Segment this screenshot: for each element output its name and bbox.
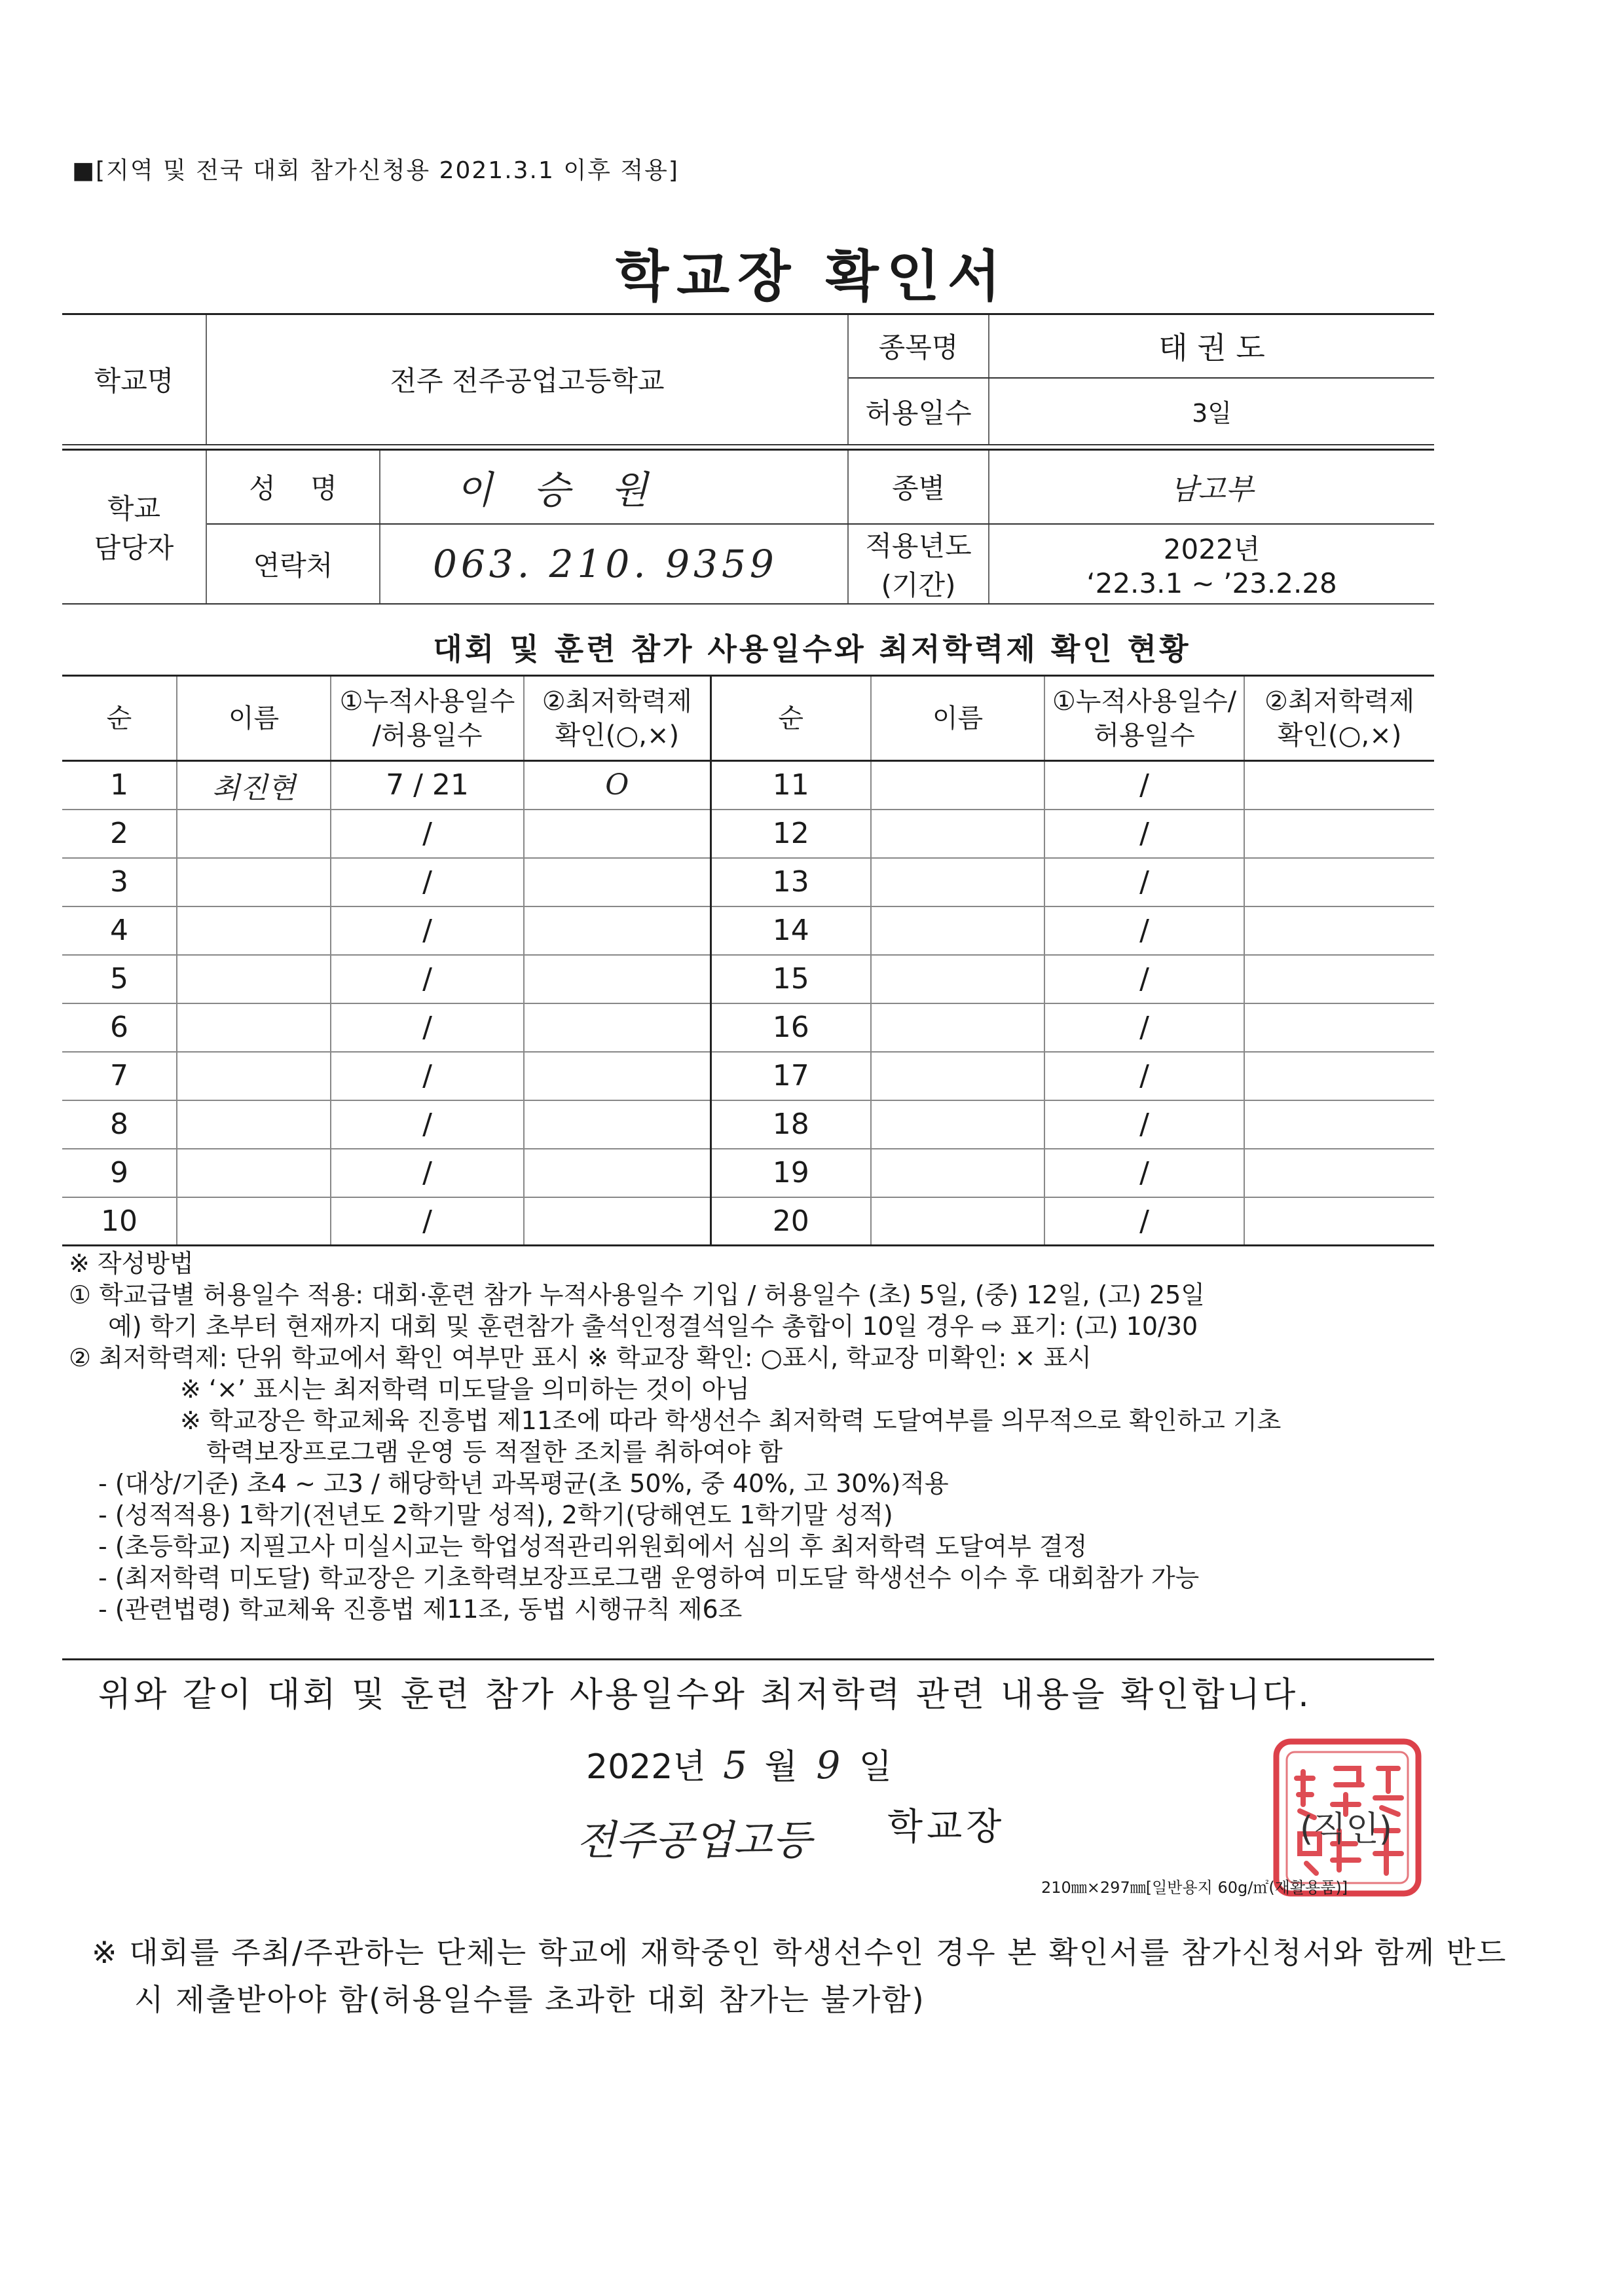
- table-row: [62, 1149, 1434, 1197]
- header-days-right-line-1: ①누적사용일수/: [1052, 686, 1237, 717]
- row-days-right: /: [1044, 761, 1244, 810]
- row-name-right: [871, 761, 1044, 810]
- row-check-left: [524, 810, 710, 858]
- row-days-right: /: [1044, 1197, 1244, 1246]
- sport-label: 종목명: [848, 314, 989, 378]
- row-name-right: [871, 906, 1044, 955]
- footer-note: [92, 1929, 1545, 2023]
- table-row: [62, 906, 1434, 955]
- row-name-left: [177, 810, 331, 858]
- row-check-right: [1244, 1197, 1434, 1246]
- row-days-left: 7 / 21: [331, 761, 524, 810]
- row-no-left: 6: [62, 1003, 177, 1052]
- row-check-right: [1244, 1149, 1434, 1197]
- date-month: 5: [723, 1743, 748, 1787]
- row-check-left: [524, 1100, 710, 1149]
- row-name-left: 최진현: [177, 761, 331, 810]
- notes-heading: ※ 작성방법: [69, 1249, 194, 1278]
- info-table: [62, 313, 1434, 605]
- row-check-left: [524, 906, 710, 955]
- row-days-right: /: [1044, 955, 1244, 1003]
- table-row: [62, 761, 1434, 810]
- row-no-left: 1: [62, 761, 177, 810]
- row-days-left: /: [331, 1197, 524, 1246]
- row-check-right: [1244, 1100, 1434, 1149]
- row-name-right: [871, 810, 1044, 858]
- contact-label: 연락처: [206, 524, 380, 604]
- note-law: - (관련법령) 학교체육 진흥법 제11조, 동법 시행규칙 제6조: [98, 1595, 743, 1624]
- row-name-left: [177, 1052, 331, 1100]
- note-below-minimum: - (최저학력 미도달) 학교장은 기초학력보장프로그램 운영하여 미도달 학생선수 이수 후 대회참가 가능: [98, 1563, 1200, 1592]
- note-1-example: 예) 학기 초부터 현재까지 대회 및 훈련참가 출석인정결석일수 총합이 10일 경우 ⇨ 표기: (고) 10/30: [108, 1312, 1198, 1341]
- table-row: [62, 1052, 1434, 1100]
- manager-label-line-1: 학교: [107, 493, 161, 525]
- row-days-right: /: [1044, 906, 1244, 955]
- row-no-right: 15: [710, 955, 871, 1003]
- school-value: 전주 전주공업고등학교: [206, 314, 848, 445]
- row-no-left: 2: [62, 810, 177, 858]
- row-no-right: 16: [710, 1003, 871, 1052]
- contact-handwriting: 063. 210. 9359: [433, 541, 778, 586]
- row-name-right: [871, 955, 1044, 1003]
- year-label-line-1: 적용년도: [865, 529, 972, 562]
- note-target: - (대상/기준) 초4 ~ 고3 / 해당학년 과목평균(초 50%, 중 40%, 고 30%)적용: [98, 1469, 949, 1498]
- school-signature: 전주공업고등: [576, 1816, 812, 1864]
- date-day-unit: 일: [858, 1747, 892, 1787]
- header-no-right: 순: [710, 676, 871, 761]
- note-2-remark-2: ※ 학교장은 학교체육 진흥법 제11조에 따라 학생선수 최저학력 도달여부를 의무적으로 확인하고 기초: [180, 1406, 1282, 1435]
- header-days-left: [331, 676, 524, 761]
- row-check-right: [1244, 1052, 1434, 1100]
- footer-line-1: ※ 대회를 주최/주관하는 단체는 학교에 재학중인 학생선수인 경우 본 확인서를 참가신청서와 함께 반드: [92, 1935, 1507, 1970]
- row-days-left: /: [331, 1052, 524, 1100]
- row-no-left: 5: [62, 955, 177, 1003]
- row-days-left: /: [331, 858, 524, 906]
- row-check-left: [524, 1003, 710, 1052]
- category-value: [989, 450, 1434, 524]
- row-no-right: 18: [710, 1100, 871, 1149]
- row-days-left: /: [331, 810, 524, 858]
- header-check-right-line-1: ②최저학력제: [1264, 686, 1415, 717]
- table-row: [62, 1100, 1434, 1149]
- note-grades: - (성적적용) 1학기(전년도 2학기말 성적), 2학기(당해연도 1학기말 성적): [98, 1501, 893, 1529]
- row-no-right: 17: [710, 1052, 871, 1100]
- usage-table-body: [62, 761, 1434, 1246]
- header-check-right: [1244, 676, 1434, 761]
- row-name-right: [871, 1197, 1044, 1246]
- row-no-right: 20: [710, 1197, 871, 1246]
- row-no-left: 8: [62, 1100, 177, 1149]
- row-check-left: [524, 858, 710, 906]
- row-days-right: /: [1044, 1149, 1244, 1197]
- header-check-left-line-1: ②최저학력제: [542, 686, 692, 717]
- year-value-line-1: 2022년: [1163, 533, 1261, 565]
- row-check-left: [524, 1149, 710, 1197]
- allowed-days-label: 허용일수: [848, 378, 989, 445]
- table-row: [62, 1003, 1434, 1052]
- usage-table: [62, 675, 1434, 1246]
- header-days-right: [1044, 676, 1244, 761]
- date-year: 2022년: [586, 1747, 706, 1787]
- row-check-right: [1244, 1003, 1434, 1052]
- name-handwriting: 이 승 원: [456, 468, 662, 513]
- row-check-left: [524, 1197, 710, 1246]
- header-check-right-line-2: 확인(○,×): [1277, 720, 1402, 751]
- row-no-left: 10: [62, 1197, 177, 1246]
- row-check-right: [1244, 761, 1434, 810]
- row-days-right: /: [1044, 810, 1244, 858]
- manager-label-line-2: 담당자: [94, 532, 174, 565]
- row-name-left: [177, 906, 331, 955]
- allowed-days-value: 3일: [989, 378, 1434, 445]
- name-value: [380, 450, 848, 524]
- year-label: [848, 524, 989, 604]
- row-no-left: 4: [62, 906, 177, 955]
- row-name-right: [871, 1003, 1044, 1052]
- row-name-right: [871, 1149, 1044, 1197]
- row-check-right: [1244, 906, 1434, 955]
- row-days-left: /: [331, 1149, 524, 1197]
- date-day: 9: [816, 1743, 841, 1787]
- row-days-left: /: [331, 906, 524, 955]
- table-row: [62, 810, 1434, 858]
- row-name-left: [177, 1003, 331, 1052]
- name-label: 성 명: [206, 450, 380, 524]
- seal-label: (직인): [1300, 1810, 1393, 1849]
- sign-date: [586, 1739, 892, 1788]
- year-value: [989, 524, 1434, 604]
- row-check-left: O: [524, 761, 710, 810]
- document-title: 학교장 확인서: [615, 244, 1009, 308]
- header-check-left-line-2: 확인(○,×): [555, 720, 680, 751]
- category-label: 종별: [848, 450, 989, 524]
- row-no-left: 3: [62, 858, 177, 906]
- table-row: [62, 858, 1434, 906]
- row-check-right: [1244, 955, 1434, 1003]
- header-name-left: 이름: [177, 676, 331, 761]
- row-name-left: [177, 1197, 331, 1246]
- header-name-right: 이름: [871, 676, 1044, 761]
- section-title: 대회 및 훈련 참가 사용일수와 최저학력제 확인 현황: [433, 631, 1191, 667]
- row-no-right: 14: [710, 906, 871, 955]
- manager-label: [62, 450, 206, 604]
- year-label-line-2: (기간): [881, 569, 956, 601]
- row-days-left: /: [331, 1100, 524, 1149]
- contact-value: [380, 524, 848, 604]
- row-no-right: 11: [710, 761, 871, 810]
- note-2-remark-2-cont: 학력보장프로그램 운영 등 적절한 조치를 취하여야 함: [206, 1438, 783, 1466]
- header-check-left: [524, 676, 710, 761]
- note-2-remark-1: ※ ‘×’ 표시는 최저학력 미도달을 의미하는 것이 아님: [180, 1375, 750, 1404]
- note-elementary: - (초등학교) 지필고사 미실시교는 학업성적관리위원회에서 심의 후 최저학력 도달여부 결정: [98, 1532, 1088, 1561]
- table-row: [62, 955, 1434, 1003]
- note-1: ① 학교급별 허용일수 적용: 대회·훈련 참가 누적사용일수 기입 / 허용일수 (초) 5일, (중) 12일, (고) 25일: [69, 1280, 1206, 1309]
- table-row: [62, 1197, 1434, 1246]
- header-days-right-line-2: 허용일수: [1094, 720, 1195, 751]
- category-handwriting: 남고부: [1170, 473, 1254, 507]
- header-days-left-line-1: ①누적사용일수: [339, 686, 515, 717]
- note-2: ② 최저학력제: 단위 학교에서 확인 여부만 표시 ※ 학교장 확인: ○표시, 학교장 미확인: × 표시: [69, 1343, 1092, 1372]
- row-check-left: [524, 955, 710, 1003]
- row-days-right: /: [1044, 1003, 1244, 1052]
- row-days-right: /: [1044, 1052, 1244, 1100]
- row-check-right: [1244, 858, 1434, 906]
- row-days-left: /: [331, 955, 524, 1003]
- writing-notes: [69, 1248, 1444, 1625]
- header-days-left-line-2: /허용일수: [372, 720, 483, 751]
- row-name-left: [177, 1149, 331, 1197]
- footer-line-2: 시 제출받아야 함(허용일수를 초과한 대회 참가는 불가함): [134, 1982, 925, 2017]
- header-note: ■[지역 및 전국 대회 참가신청용 2021.3.1 이후 적용]: [72, 157, 679, 184]
- confirm-statement: 위와 같이 대회 및 훈련 참가 사용일수와 최저학력 관련 내용을 확인합니다.: [98, 1675, 1312, 1715]
- row-days-right: /: [1044, 1100, 1244, 1149]
- year-value-line-2: ‘22.3.1 ~ ’23.2.28: [1086, 567, 1337, 599]
- header-no-left: 순: [62, 676, 177, 761]
- row-no-right: 13: [710, 858, 871, 906]
- notes-divider: [62, 1658, 1434, 1660]
- row-name-left: [177, 858, 331, 906]
- row-name-right: [871, 1100, 1044, 1149]
- row-check-left: [524, 1052, 710, 1100]
- row-no-right: 19: [710, 1149, 871, 1197]
- row-name-right: [871, 858, 1044, 906]
- row-days-left: /: [331, 1003, 524, 1052]
- row-name-left: [177, 955, 331, 1003]
- row-name-right: [871, 1052, 1044, 1100]
- sport-value: 태 권 도: [989, 314, 1434, 378]
- date-month-unit: 월: [764, 1747, 798, 1787]
- row-no-left: 9: [62, 1149, 177, 1197]
- row-no-right: 12: [710, 810, 871, 858]
- paper-spec: 210㎜×297㎜[일반용지 60g/㎡(재활용품)]: [1041, 1878, 1348, 1897]
- school-label: 학교명: [62, 314, 206, 445]
- row-name-left: [177, 1100, 331, 1149]
- principal-label: 학교장: [887, 1806, 1006, 1848]
- row-days-right: /: [1044, 858, 1244, 906]
- row-check-right: [1244, 810, 1434, 858]
- row-no-left: 7: [62, 1052, 177, 1100]
